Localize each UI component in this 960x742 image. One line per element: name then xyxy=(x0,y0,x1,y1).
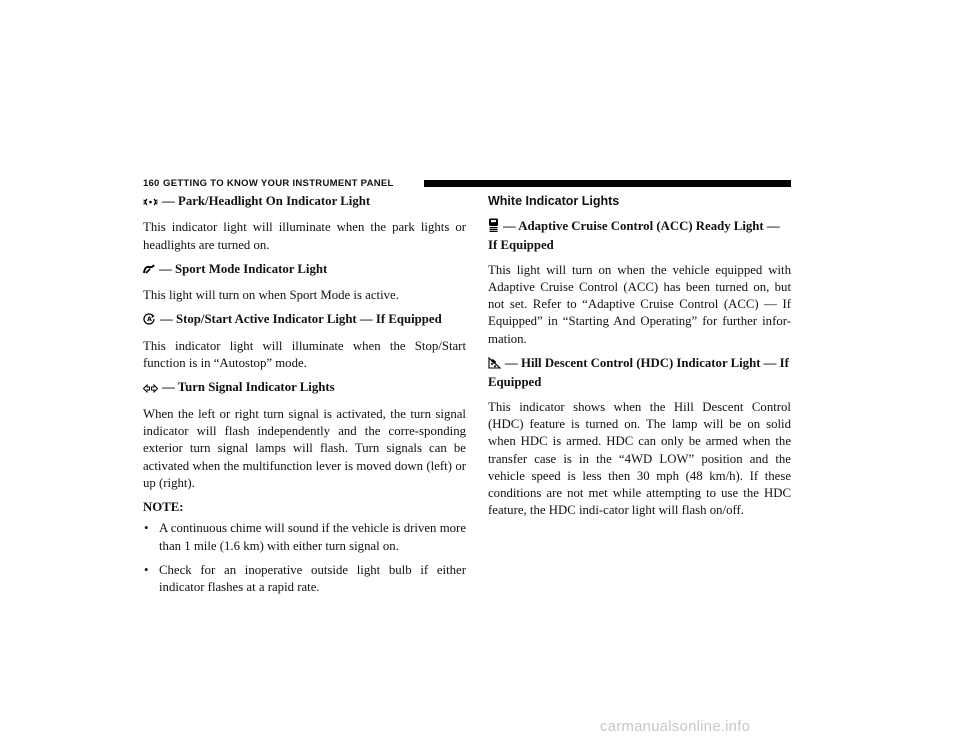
svg-text:A: A xyxy=(147,316,152,324)
sport-mode-heading xyxy=(143,261,466,280)
bullet: • xyxy=(144,521,149,536)
stop-start-icon xyxy=(143,312,156,330)
watermark: carmanualsonline.info xyxy=(600,718,751,735)
header-rule xyxy=(424,180,791,187)
park-headlight-body: This indicator light will illuminate when the park lights or headlights are turned on. xyxy=(143,220,466,252)
park-headlight-heading xyxy=(143,193,466,212)
bullet: • xyxy=(144,563,149,578)
stop-start-heading-text: — Stop/Start Active Indicator Light — If Equipped xyxy=(160,312,442,327)
hdc-body: This indicator shows when the Hill Descent Control (HDC) feature is turned on. The lamp will be on solid when HDC is armed. HDC can only be armed when the transfer case is in the “4WD LOW” position and the vehicle speed is less then 30 mph (48 km/h). If these conditions are not met while attempting to use the HDC feature, the HDC indi-cator light will flash on/off. xyxy=(488,399,791,518)
right-column xyxy=(488,193,791,527)
list-item xyxy=(143,562,466,597)
note-text: A continuous chime will sound if the vehicle is driven more than 1 mile (1.6 km) with either turn signal on. xyxy=(159,521,466,553)
acc-heading-text: — Adaptive Cruise Control (ACC) Ready Light — If Equipped xyxy=(488,219,780,253)
stop-start-heading xyxy=(143,311,466,330)
park-headlight-icon xyxy=(143,195,158,212)
left-column xyxy=(143,193,466,604)
sport-mode-icon xyxy=(143,263,155,280)
note-text: Check for an inoperative outside light bulb if either indicator flashes at a rapid rate. xyxy=(159,563,466,595)
turn-signal-icon xyxy=(143,381,158,398)
page-number: 160 xyxy=(143,178,160,189)
chapter-title: GETTING TO KNOW YOUR INSTRUMENT PANEL xyxy=(163,178,394,189)
hdc-heading-text: — Hill Descent Control (HDC) Indicator Light — If Equipped xyxy=(488,356,789,390)
acc-heading xyxy=(488,218,791,255)
note-label: NOTE: xyxy=(143,500,184,515)
section-title: White Indicator Lights xyxy=(488,194,620,208)
acc-body: This light will turn on when the vehicle equipped with Adaptive Cruise Control (ACC) has been turned on, but not set. Refer to “Adaptive Cruise Control (ACC) — If Equipped” in “Starting And Operating” for further infor-mation. xyxy=(488,262,791,346)
park-headlight-heading-text: — Park/Headlight On Indicator Light xyxy=(162,194,371,208)
acc-ready-icon xyxy=(488,218,499,237)
turn-signal-heading-text: — Turn Signal Indicator Lights xyxy=(162,380,335,395)
stop-start-body: This indicator light will illuminate when the Stop/Start function is in “Autostop” mode. xyxy=(143,338,466,371)
page-header xyxy=(143,178,791,189)
hill-descent-icon xyxy=(488,356,501,374)
turn-signal-body: When the left or right turn signal is activated, the turn signal indicator will flash independently and the corre-sponding exterior turn signal lamps will flash. Turn signals can be activated when the multifunction lever is moved down (left) or up (right). xyxy=(143,406,466,490)
hdc-heading xyxy=(488,355,791,392)
turn-signal-heading xyxy=(143,379,466,398)
sport-mode-heading-text: — Sport Mode Indicator Light xyxy=(159,261,328,276)
sport-mode-body: This light will turn on when Sport Mode is active. xyxy=(143,288,399,303)
note-list xyxy=(143,520,466,596)
list-item xyxy=(143,520,466,555)
